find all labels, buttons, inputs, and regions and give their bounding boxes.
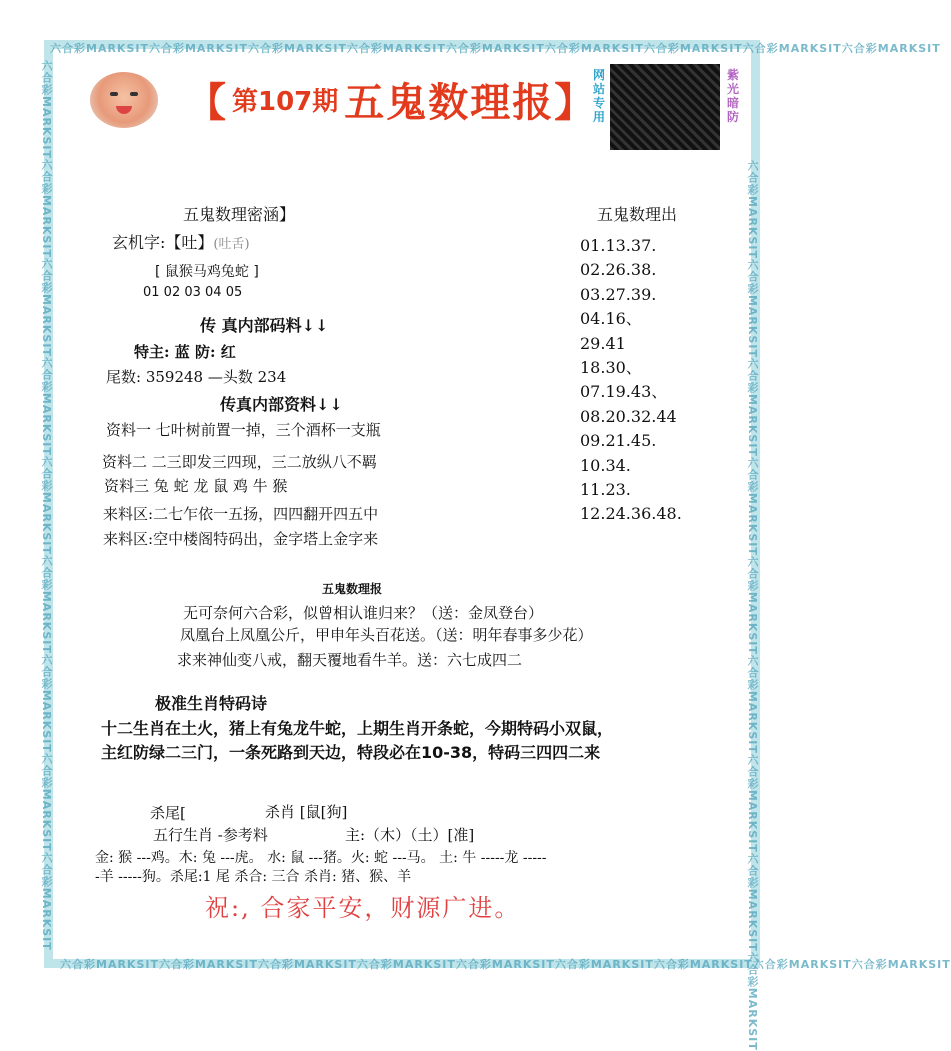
watermark-top: 六合彩MARKSIT六合彩MARKSIT六合彩MARKSIT六合彩MARKSIT六合彩MARKSIT六合彩MARKSIT六合彩MARKSIT六合彩MARKSIT六合彩MARKSIT	[50, 42, 941, 55]
page-title: 五鬼数理报	[344, 78, 555, 126]
watermark-left: 六合彩MARKSIT六合彩MARKSIT六合彩MARKSIT六合彩MARKSIT六合彩MARKSIT六合彩MARKSIT六合彩MARKSIT六合彩MARKSIT六合彩MARKSIT	[40, 60, 53, 951]
number-line: 18.30、	[580, 358, 642, 378]
material-label: 资料二	[102, 453, 148, 471]
number-line: 02.26.38.	[580, 260, 657, 280]
material-row-2	[102, 451, 377, 472]
poem-heading: 五鬼数理报	[322, 582, 383, 596]
numbers-column-title: 五鬼数理出	[597, 205, 678, 224]
material-row-4	[103, 503, 378, 524]
fax-code-heading: 传 真内部码料↓↓	[200, 316, 329, 335]
poem-line-1: 无可奈何六合彩，似曾相认谁归来？（送：金凤登台）	[183, 604, 544, 622]
number-line: 03.27.39.	[580, 284, 657, 304]
main-element: 主:（木）（土）[准]	[345, 826, 475, 844]
xuanji-label: 玄机字:【吐】	[112, 233, 214, 252]
kill-summary-line: -羊 -----狗。杀尾:1 尾 杀合: 三合 杀肖: 猪、猴、羊	[95, 869, 412, 885]
precise-line-1: 十二生肖在土火，猪上有兔龙牛蛇，上期生肖开条蛇，今期特码小双鼠，	[101, 719, 614, 738]
mascot-mouth	[116, 106, 132, 114]
wuxing-reference: 五行生肖 -参考料	[153, 826, 268, 844]
numbers-column	[580, 234, 682, 527]
material-label: 来料区:	[103, 530, 154, 548]
section-title: 五鬼数理密涵】	[183, 205, 296, 224]
material-row-3	[104, 475, 287, 496]
xuanji-extra: (吐舌)	[213, 237, 250, 252]
number-line: 09.21.45.	[580, 431, 657, 451]
kill-zodiac: 杀肖 [鼠[狗]	[265, 803, 348, 821]
masthead	[186, 74, 594, 124]
fax-data-heading: 传真内部资料↓↓	[220, 395, 343, 414]
tezhu-line: 特主: 蓝 防: 红	[134, 343, 236, 361]
watermark-right: 六合彩MARKSIT六合彩MARKSIT六合彩MARKSIT六合彩MARKSIT六合彩MARKSIT六合彩MARKSIT六合彩MARKSIT六合彩MARKSIT六合彩MARKSIT	[746, 160, 759, 1051]
number-line: 29.41	[580, 333, 626, 353]
issue-number: 第107期	[232, 86, 339, 117]
qr-code-image	[610, 64, 720, 150]
mascot-eye	[110, 92, 118, 96]
number-line: 07.19.43、	[580, 382, 668, 402]
material-label: 资料三	[104, 477, 150, 495]
kill-tail: 杀尾[	[150, 804, 186, 822]
material-text: 二三即发三四现，三二放纵八不羁	[151, 453, 377, 471]
mascot-face-image	[90, 72, 158, 128]
number-line: 12.24.36.48.	[580, 504, 682, 524]
zodiac-group: [ 鼠猴马鸡兔蛇 ]	[155, 264, 259, 280]
material-row-1	[106, 419, 381, 440]
weishu-line: 尾数: 359248 —头数 234	[106, 368, 287, 386]
title-bracket-right: 】	[554, 78, 595, 126]
material-label: 资料一	[106, 421, 152, 439]
blessing: 祝:, 合家平安，财源广进。	[205, 894, 521, 922]
title-bracket-left: 【	[186, 78, 226, 126]
wuxing-line: 金: 猴 ---鸡。木: 兔 ---虎。 水: 鼠 ---猪。火: 蛇 ---马。 土: 牛 -----龙 -----	[95, 850, 547, 866]
poem-line-3: 求来神仙变八戒，翻天覆地看牛羊。送：六七成四二	[177, 651, 523, 669]
number-line: 08.20.32.44	[580, 406, 677, 426]
mascot-eye	[130, 92, 138, 96]
number-line: 10.34.	[580, 455, 631, 475]
precise-heading: 极准生肖特码诗	[155, 694, 268, 713]
xuanji-line	[112, 230, 250, 253]
material-text: 七叶树前置一掉，三个酒杯一支瓶	[155, 421, 381, 439]
material-label: 来料区:	[103, 505, 154, 523]
poem-line-2: 凤凰台上凤凰公斤，甲申年头百花送。（送：明年春事多少花）	[180, 626, 593, 644]
material-text: 空中楼阁特码出，金字塔上金字来	[153, 530, 379, 548]
qr-side-label-left: 网站专用	[592, 68, 605, 124]
precise-line-2: 主红防绿二三门，一条死路到天边，特段必在10-38，特码三四四二来	[101, 743, 601, 762]
number-line: 04.16、	[580, 309, 642, 329]
material-text: 二七乍依一五扬，四四翻开四五中	[153, 505, 379, 523]
number-line: 11.23.	[580, 480, 631, 500]
qr-side-label-right: 紫光暗防	[726, 68, 739, 124]
numbers-row: 01 02 03 04 05	[143, 285, 243, 300]
number-line: 01.13.37.	[580, 236, 657, 255]
watermark-bottom: 六合彩MARKSIT六合彩MARKSIT六合彩MARKSIT六合彩MARKSIT六合彩MARKSIT六合彩MARKSIT六合彩MARKSIT六合彩MARKSIT六合彩MARKSIT	[60, 958, 951, 971]
material-row-5	[103, 528, 378, 549]
material-text: 兔 蛇 龙 鼠 鸡 牛 猴	[153, 477, 288, 495]
